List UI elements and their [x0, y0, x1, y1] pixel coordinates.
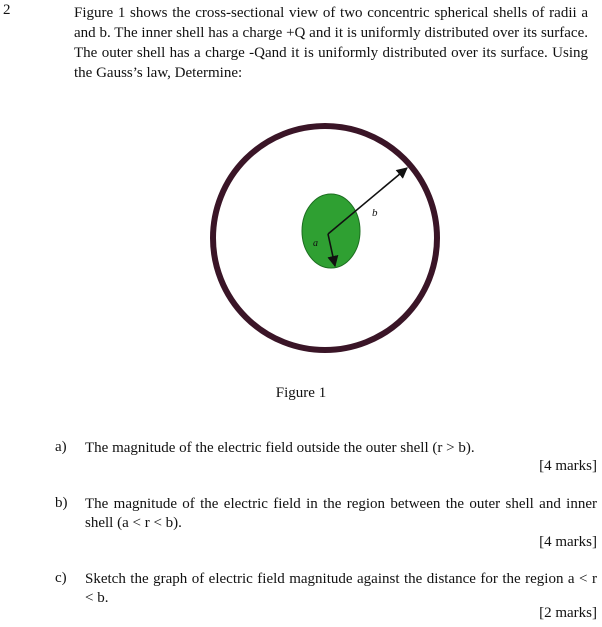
part-b-marks: [4 marks] — [539, 534, 597, 550]
part-a-marks: [4 marks] — [539, 458, 597, 474]
label-a: a — [313, 238, 318, 249]
part-a-text: The magnitude of the electric field outside the outer shell (r > b). — [85, 440, 475, 456]
figure-caption: Figure 1 — [275, 385, 327, 401]
part-c-text: Sketch the graph of electric field magnitude against the distance for the region a < r < b. — [85, 571, 597, 606]
part-b-label: b) — [55, 495, 68, 511]
label-b: b — [372, 207, 378, 219]
part-c-marks: [2 marks] — [539, 605, 597, 621]
part-b-text: The magnitude of the electric field in the region between the outer shell and inner shell (a < r < b). — [85, 496, 597, 531]
question-intro: Figure 1 shows the cross-sectional view of two concentric spherical shells of radii a and b. The inner shell has a charge +Q and it is uniformly distributed over its surface. The outer shell has a charge -Qand it is uniformly distributed over its surface. Using the Gauss’s law, Determine: — [74, 5, 588, 81]
part-c-label: c) — [55, 570, 67, 586]
concentric-shells-figure — [200, 112, 445, 372]
part-a-label: a) — [55, 439, 67, 455]
question-number: 2 — [3, 2, 11, 18]
